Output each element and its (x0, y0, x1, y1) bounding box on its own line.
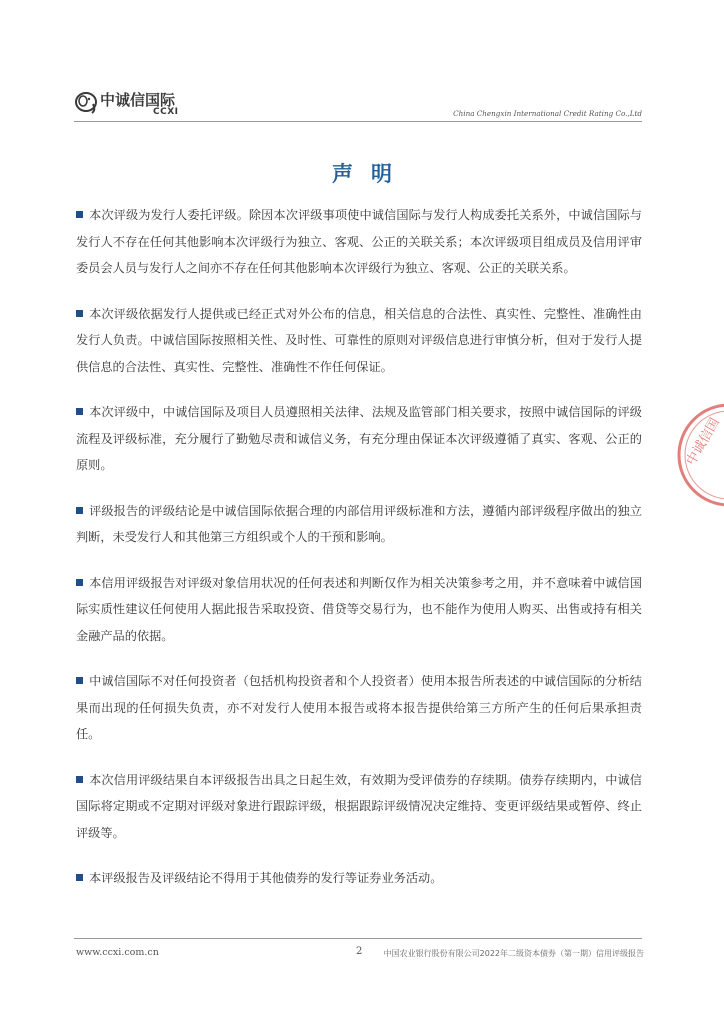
elephant-logo-icon (74, 90, 100, 116)
statement-item (76, 865, 642, 892)
square-bullet-icon (76, 579, 83, 586)
statement-item (76, 668, 642, 748)
statement-item (76, 301, 642, 381)
footer-divider (74, 938, 642, 939)
statement-list (76, 202, 642, 911)
company-english-name: China Chengxin International Credit Rating Co.,Ltd (453, 109, 642, 118)
statement-text: 评级报告的评级结论是中诚信国际依据合理的内部信用评级标准和方法，遵循内部评级程序做出的独立判断，未受发行人和其他第三方组织或个人的干预和影响。 (76, 503, 642, 544)
statement-text: 本次信用评级结果自本评级报告出具之日起生效，有效期为受评债券的存续期。债券存续期内，中诚信国际将定期或不定期对评级对象进行跟踪评级，根据跟踪评级情况决定维持、变更评级结果或暂停、终止评级等。 (76, 772, 642, 840)
company-seal-stamp (674, 400, 724, 510)
page-title: 声明 (332, 162, 410, 186)
square-bullet-icon (76, 310, 83, 317)
statement-text: 本评级报告及评级结论不得用于其他债券的发行等证券业务活动。 (89, 871, 443, 885)
square-bullet-icon (76, 408, 83, 415)
square-bullet-icon (76, 211, 83, 218)
statement-text: 本信用评级报告对评级对象信用状况的任何表述和判断仅作为相关决策参考之用，并不意味着中诚信国际实质性建议任何使用人据此报告采取投资、借贷等交易行为，也不能作为使用人购买、出售或持有相关金融产品的依据。 (76, 575, 642, 643)
header-divider (74, 121, 642, 122)
statement-text: 本次评级为发行人委托评级。除因本次评级事项使中诚信国际与发行人构成委托关系外，中诚信国际与发行人不存在任何其他影响本次评级行为独立、客观、公正的关联关系；本次评级项目组成员及信用评审委员会人员与发行人之间亦不存在任何其他影响本次评级行为独立、客观、公正的关联关系。 (76, 208, 642, 275)
statement-text: 本次评级中，中诚信国际及项目人员遵照相关法律、法规及监管部门相关要求，按照中诚信国际的评级流程及评级标准，充分履行了勤勉尽责和诚信义务，有充分理由保证本次评级遵循了真实、客观、公正的原则。 (76, 405, 642, 472)
square-bullet-icon (76, 776, 83, 783)
logo-english-abbr: CCXI (153, 107, 179, 117)
page-header (74, 88, 642, 124)
square-bullet-icon (76, 507, 83, 514)
square-bullet-icon (76, 677, 83, 684)
square-bullet-icon (76, 874, 83, 881)
statement-text: 中诚信国际不对任何投资者（包括机构投资者和个人投资者）使用本报告所表述的中诚信国际的分析结果而出现的任何损失负责，亦不对发行人使用本报告或将本报告提供给第三方所产生的任何后果承担责任。 (76, 674, 642, 741)
page-number: 2 (356, 946, 363, 957)
statement-item (76, 570, 642, 650)
footer-website: www.ccxi.com.cn (76, 947, 159, 958)
statement-item (76, 767, 642, 847)
logo-chinese-name: 中诚信国际 (100, 91, 176, 109)
statement-item (76, 202, 642, 282)
statement-text: 本次评级依据发行人提供或已经正式对外公布的信息，相关信息的合法性、真实性、完整性、准确性由发行人负责。中诚信国际按照相关性、及时性、可靠性的原则对评级信息进行审慎分析，但对于发行人提供信息的合法性、真实性、完整性、准确性不作任何保证。 (76, 306, 642, 374)
ccxi-logo (74, 88, 194, 120)
statement-item (76, 498, 642, 551)
footer-report-title: 中国农业银行股份有限公司2022年二级资本债券（第一期）信用评级报告 (383, 949, 644, 958)
statement-item (76, 399, 642, 479)
svg-text:中诚信国: 中诚信国 (683, 415, 723, 469)
